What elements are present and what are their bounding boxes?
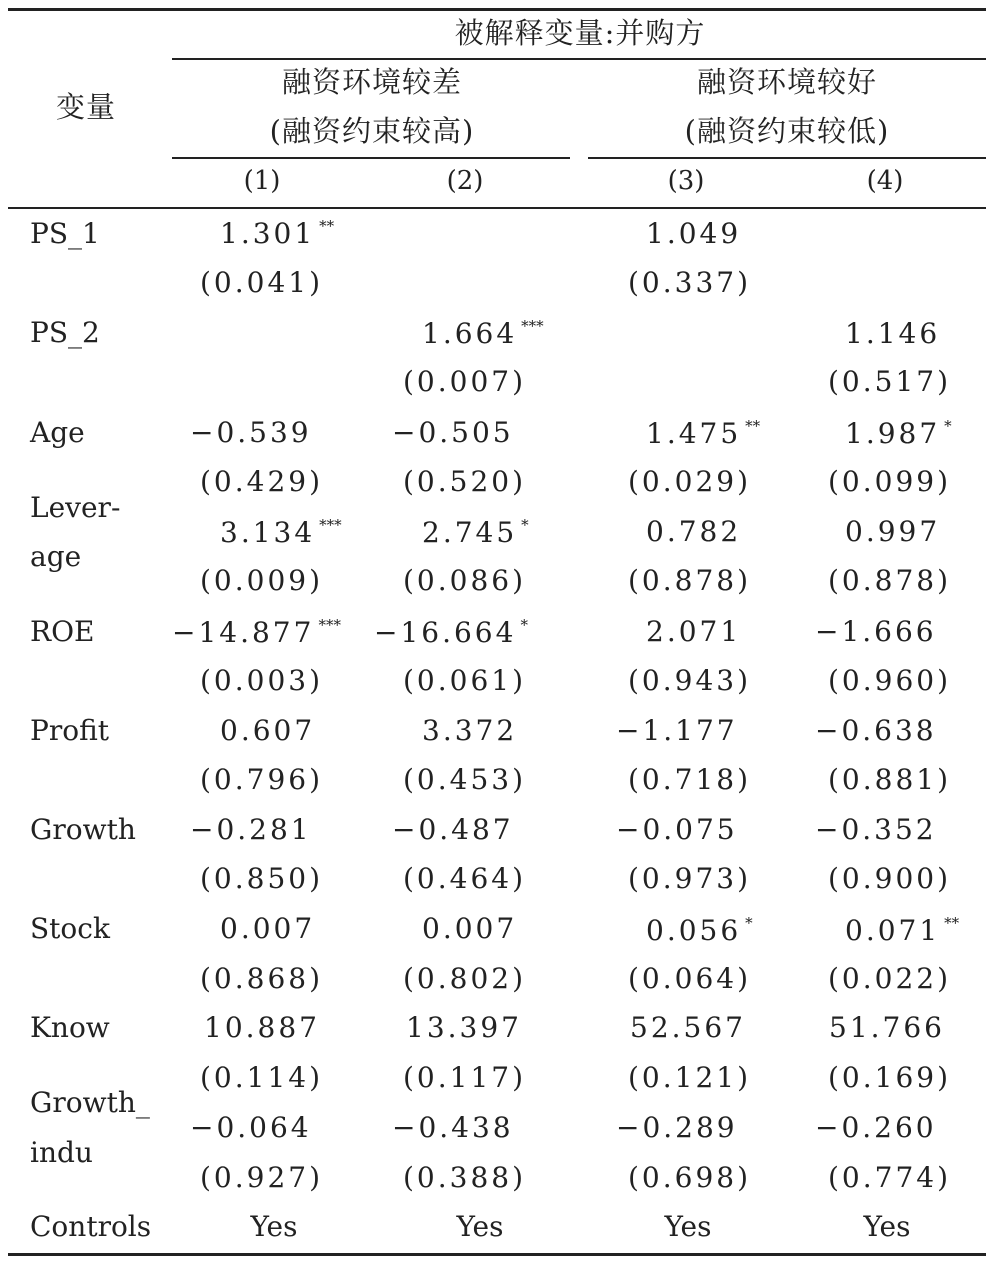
row-label-continued: indu — [30, 1136, 93, 1169]
coef-cell — [646, 417, 761, 450]
coef-value: −0.260 — [815, 1111, 937, 1144]
header-bottom-rule — [8, 207, 986, 209]
coef-value: −0.539 — [190, 416, 312, 449]
coef-value: −0.438 — [392, 1111, 514, 1144]
coef-cell — [392, 416, 514, 449]
column-header-1: (1) — [243, 166, 281, 196]
coef-value: 51.766 — [829, 1011, 945, 1044]
coef-value: −0.281 — [190, 813, 312, 846]
pvalue-cell: (0.337) — [628, 266, 752, 299]
coef-cell — [406, 1011, 522, 1044]
significance-stars: * — [521, 516, 529, 534]
pvalue-cell: (0.007) — [403, 365, 527, 398]
row-label: Growth — [30, 813, 136, 846]
coef-cell — [374, 616, 528, 649]
row-label: Age — [30, 416, 85, 449]
pvalue-cell: (0.429) — [200, 465, 324, 498]
row-label: ROE — [30, 615, 95, 648]
coef-cell — [190, 813, 312, 846]
coef-value: 0.007 — [220, 912, 316, 945]
pvalue-cell: (0.960) — [828, 664, 952, 697]
significance-stars: * — [745, 914, 753, 932]
coef-cell — [422, 516, 529, 549]
dependent-variable-header: 被解释变量:并购方 — [454, 16, 706, 50]
coef-value: 2.745 — [422, 516, 518, 549]
coef-cell — [815, 1111, 937, 1144]
pvalue-cell: (0.061) — [403, 664, 527, 697]
coef-value: 1.049 — [646, 217, 742, 250]
row-label: Know — [30, 1011, 110, 1044]
coef-cell — [646, 914, 753, 947]
coef-cell — [646, 615, 742, 648]
pvalue-cell: (0.086) — [403, 564, 527, 597]
coef-cell — [392, 1111, 514, 1144]
group1-rule — [172, 157, 570, 159]
controls-cell: Yes — [456, 1210, 504, 1243]
significance-stars: *** — [521, 317, 544, 335]
group2-header-line2: (融资约束较低) — [684, 114, 890, 148]
coef-cell — [646, 217, 742, 250]
row-label: Growth_ — [30, 1086, 150, 1119]
pvalue-cell: (0.517) — [828, 365, 952, 398]
pvalue-cell: (0.878) — [828, 564, 952, 597]
significance-stars: ** — [944, 914, 960, 932]
pvalue-cell: (0.718) — [628, 763, 752, 796]
variable-header: 变量 — [56, 90, 117, 124]
coef-cell — [392, 813, 514, 846]
coef-cell — [845, 914, 960, 947]
coef-value: −0.352 — [815, 813, 937, 846]
coef-value: 1.987 — [845, 417, 941, 450]
coef-value: 0.007 — [422, 912, 518, 945]
coef-value: −0.505 — [392, 416, 514, 449]
coef-value: 10.887 — [204, 1011, 320, 1044]
pvalue-cell: (0.850) — [200, 862, 324, 895]
pvalue-cell: (0.114) — [200, 1061, 324, 1094]
pvalue-cell: (0.464) — [403, 862, 527, 895]
coef-cell — [204, 1011, 320, 1044]
coef-value: 1.146 — [845, 317, 941, 350]
pvalue-cell: (0.064) — [628, 962, 752, 995]
coef-cell — [616, 813, 738, 846]
pvalue-cell: (0.973) — [628, 862, 752, 895]
coef-cell — [422, 714, 518, 747]
pvalue-cell: (0.029) — [628, 465, 752, 498]
pvalue-cell: (0.022) — [828, 962, 952, 995]
coef-value: 0.071 — [845, 914, 941, 947]
coef-cell — [815, 813, 937, 846]
column-header-2: (2) — [446, 166, 484, 196]
coef-value: 3.134 — [220, 516, 316, 549]
pvalue-cell: (0.520) — [403, 465, 527, 498]
pvalue-cell: (0.099) — [828, 465, 952, 498]
coef-value: 1.664 — [422, 317, 518, 350]
pvalue-cell: (0.041) — [200, 266, 324, 299]
coef-value: 1.475 — [646, 417, 742, 450]
coef-cell — [172, 616, 341, 649]
coef-cell — [220, 912, 316, 945]
pvalue-cell: (0.943) — [628, 664, 752, 697]
coef-cell — [829, 1011, 945, 1044]
group1-header-line2: (融资约束较高) — [269, 114, 475, 148]
group1-header-line1: 融资环境较差 — [281, 65, 463, 99]
top-rule — [8, 8, 986, 11]
coef-cell — [616, 1111, 738, 1144]
significance-stars: ** — [319, 217, 335, 235]
pvalue-cell: (0.003) — [200, 664, 324, 697]
group2-rule — [588, 157, 986, 159]
dependent-rule — [172, 58, 986, 60]
coef-cell — [845, 417, 952, 450]
controls-cell: Yes — [250, 1210, 298, 1243]
significance-stars: *** — [318, 616, 341, 634]
row-label: Controls — [30, 1210, 152, 1243]
coef-value: 52.567 — [630, 1011, 746, 1044]
row-label: PS_2 — [30, 316, 100, 349]
significance-stars: *** — [319, 516, 342, 534]
coef-cell — [845, 317, 941, 350]
coef-value: −14.877 — [172, 616, 315, 649]
group2-header-line1: 融资环境较好 — [696, 65, 878, 99]
coef-cell — [220, 217, 335, 250]
significance-stars: * — [944, 417, 952, 435]
pvalue-cell: (0.388) — [403, 1161, 527, 1194]
pvalue-cell: (0.774) — [828, 1161, 952, 1194]
controls-cell: Yes — [664, 1210, 712, 1243]
coef-cell — [845, 515, 941, 548]
coef-cell — [815, 615, 937, 648]
row-label: Stock — [30, 912, 110, 945]
coef-cell — [422, 317, 544, 350]
column-header-3: (3) — [667, 166, 705, 196]
coef-cell — [190, 1111, 312, 1144]
pvalue-cell: (0.117) — [403, 1061, 527, 1094]
coef-cell — [220, 516, 342, 549]
coef-value: −0.075 — [616, 813, 738, 846]
coef-value: 13.397 — [406, 1011, 522, 1044]
coef-value: 0.607 — [220, 714, 316, 747]
coef-value: 0.997 — [845, 515, 941, 548]
coef-value: −0.289 — [616, 1111, 738, 1144]
pvalue-cell: (0.169) — [828, 1061, 952, 1094]
coef-cell — [630, 1011, 746, 1044]
coef-cell — [815, 714, 937, 747]
coef-value: −1.666 — [815, 615, 937, 648]
coef-value: 1.301 — [220, 217, 316, 250]
pvalue-cell: (0.009) — [200, 564, 324, 597]
coef-value: 0.056 — [646, 914, 742, 947]
coef-cell — [220, 714, 316, 747]
coef-value: −0.064 — [190, 1111, 312, 1144]
pvalue-cell: (0.121) — [628, 1061, 752, 1094]
pvalue-cell: (0.453) — [403, 763, 527, 796]
row-label: Profit — [30, 714, 110, 747]
coef-cell — [422, 912, 518, 945]
coef-cell — [616, 714, 738, 747]
coef-value: −16.664 — [374, 616, 517, 649]
bottom-rule — [8, 1253, 986, 1256]
pvalue-cell: (0.878) — [628, 564, 752, 597]
coef-value: −0.487 — [392, 813, 514, 846]
column-header-4: (4) — [866, 166, 904, 196]
controls-cell: Yes — [863, 1210, 911, 1243]
pvalue-cell: (0.802) — [403, 962, 527, 995]
pvalue-cell: (0.881) — [828, 763, 952, 796]
pvalue-cell: (0.900) — [828, 862, 952, 895]
row-label-continued: age — [30, 540, 82, 573]
coef-value: 2.071 — [646, 615, 742, 648]
coef-value: −0.638 — [815, 714, 937, 747]
coef-value: 3.372 — [422, 714, 518, 747]
pvalue-cell: (0.698) — [628, 1161, 752, 1194]
coef-cell — [190, 416, 312, 449]
significance-stars: ** — [745, 417, 761, 435]
coef-value: −1.177 — [616, 714, 738, 747]
pvalue-cell: (0.796) — [200, 763, 324, 796]
coef-cell — [646, 515, 742, 548]
pvalue-cell: (0.927) — [200, 1161, 324, 1194]
row-label: Lever- — [30, 491, 121, 524]
coef-value: 0.782 — [646, 515, 742, 548]
significance-stars: * — [520, 616, 528, 634]
pvalue-cell: (0.868) — [200, 962, 324, 995]
row-label: PS_1 — [30, 217, 100, 250]
